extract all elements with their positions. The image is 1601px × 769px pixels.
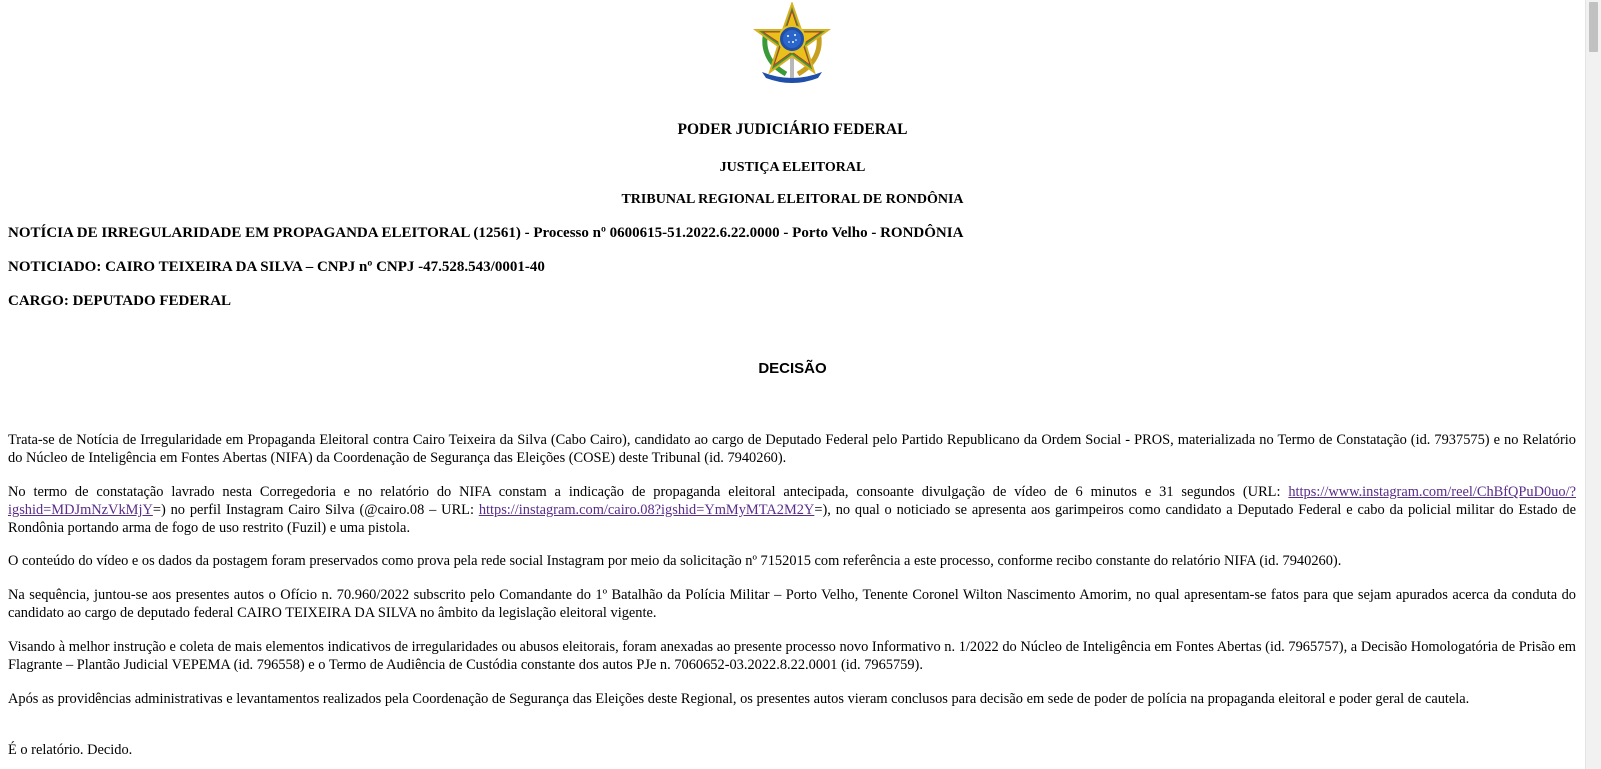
paragraph-2-text-a: No termo de constatação lavrado nesta Corregedoria e no relatório do NIFA constam a indicação de propaganda eleitoral antecipada, consoante divulgação de vídeo de 6 minutos e 31 segundos (URL:	[8, 484, 1289, 500]
brazil-coat-of-arms-icon	[752, 2, 832, 84]
paragraph-4: Na sequência, juntou-se aos presentes autos o Ofício n. 70.960/2022 subscrito pelo Comandante do 1º Batalhão da Polícia Militar – Porto Velho, Tenente Coronel Wilton Nascimento Amorim, no qual apresentam-se fatos para que sejam apurados acerca da conduta do candidato ao cargo de deputado federal CAIRO TEIXEIRA DA SILVA no âmbito da legislação eleitoral vigente.	[8, 587, 1576, 621]
court-power-heading: PODER JUDICIÁRIO FEDERAL	[677, 121, 908, 138]
instagram-profile-link[interactable]: https://instagram.com/cairo.08?igshid=YmMyMTA2M2Y	[478, 502, 815, 518]
regional-court-heading: TRIBUNAL REGIONAL ELEITORAL DE RONDÔNIA	[621, 192, 964, 207]
paragraph-5: Visando à melhor instrução e coleta de mais elementos indicativos de irregularidades ou abusos eleitorais, foram anexadas ao presente processo novo Informativo n. 1/2022 do Núcleo de Inteligência em Fontes Abertas (id. 7965757), a Decisão Homologatória de Prisão em Flagrante – Plantão Judicial VEPEMA (id. 796558) e o Termo de Audiência de Custódia constante dos autos PJe n. 7060652-03.2022.8.22.0001 (id. 7965759).	[8, 639, 1576, 673]
paragraph-2-text-c: =), no qual o noticiado se apresenta aos garimpeiros como candidato a Deputado Federal e cabo da policial militar do Estado de Rondônia portando arma de fogo de uso restrito (Fuzil) e uma pistola.	[8, 502, 1576, 536]
decision-title: DECISÃO	[758, 360, 827, 377]
paragraph-2	[8, 483, 1576, 537]
electoral-justice-heading: JUSTIÇA ELEITORAL	[719, 160, 866, 175]
scrollbar-thumb[interactable]	[1589, 2, 1598, 52]
process-title: NOTÍCIA DE IRREGULARIDADE EM PROPAGANDA ELEITORAL (12561) - Processo nº 0600615-51.2022.6.22.0000 - Porto Velho - RONDÔNIA	[8, 225, 964, 241]
paragraph-3: O conteúdo do vídeo e os dados da postagem foram preservados como prova pela rede social Instagram por meio da solicitação nº 7152015 com referência a este processo, conforme recibo constante do relatório NIFA (id. 7940260).	[8, 553, 1342, 569]
vertical-scrollbar[interactable]	[1585, 0, 1601, 769]
noticiado-line: NOTICIADO: CAIRO TEIXEIRA DA SILVA – CNPJ nº CNPJ -47.528.543/0001-40	[8, 259, 545, 275]
paragraph-1: Trata-se de Notícia de Irregularidade em Propaganda Eleitoral contra Cairo Teixeira da Silva (Cabo Cairo), candidato ao cargo de Deputado Federal pelo Partido Republicano da Ordem Social - PROS, materializada no Termo de Constatação (id. 7937575) e no Relatório do Núcleo de Inteligência em Fontes Abertas (NIFA) da Coordenação de Segurança das Eleições (COSE) deste Tribunal (id. 7940260).	[8, 432, 1576, 466]
paragraph-2-text-b: =) no perfil Instagram Cairo Silva (@cairo.08 – URL:	[152, 502, 479, 518]
paragraph-6: Após as providências administrativas e levantamentos realizados pela Coordenação de Segurança das Eleições deste Regional, os presentes autos vieram conclusos para decisão em sede de poder de polícia na propaganda eleitoral e poder geral de cautela.	[8, 691, 1470, 707]
cargo-line: CARGO: DEPUTADO FEDERAL	[8, 293, 232, 309]
paragraph-7: É o relatório. Decido.	[8, 742, 133, 758]
instagram-reel-link[interactable]: https://www.instagram.com/reel/ChBfQPuD0uo/?igshid=MDJmNzVkMjY	[8, 484, 1576, 518]
